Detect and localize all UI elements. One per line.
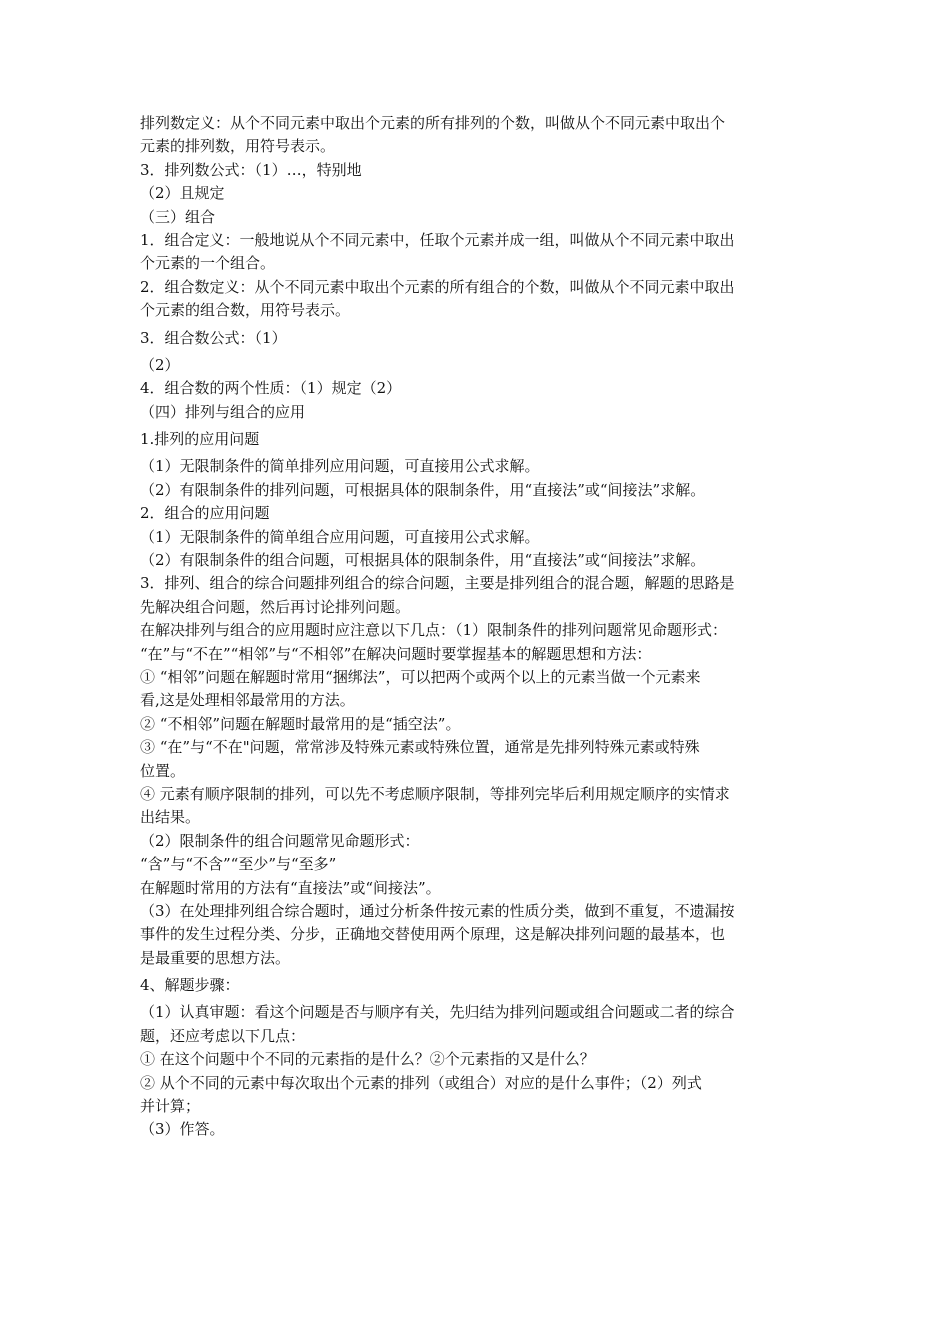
list-item-question-1: ① 在这个问题中个不同的元素指的是什么？②个元素指的又是什么？: [140, 1050, 595, 1069]
text-line: “在”与“不在”“相邻”与“不相邻”在解决问题时要掌握基本的解题思想和方法：: [140, 644, 652, 663]
section-heading-applications: （四）排列与组合的应用: [140, 402, 306, 421]
text-line: （2）有限制条件的排列问题，可根据具体的限制条件，用“直接法”或“间接法”求解。: [140, 480, 706, 499]
list-item-adjacent: ① “相邻”问题在解题时常用“捆绑法”，可以把两个或两个以上的元素当做一个元素来: [140, 667, 701, 686]
text-line: （2）有限制条件的组合问题，可根据具体的限制条件，用“直接法”或“间接法”求解。: [140, 551, 706, 570]
subheading-solution-steps: 4、解题步骤：: [140, 976, 240, 995]
text-line-combined-problems: 3．排列、组合的综合问题排列组合的综合问题，主要是排列组合的混合题，解题的思路是: [140, 574, 735, 593]
text-line: 并计算；: [140, 1097, 201, 1116]
text-line: 是最重要的思想方法。: [140, 948, 291, 967]
list-item-ordered: ④ 元素有顺序限制的排列，可以先不考虑顺序限制，等排列完毕后利用规定顺序的实情求: [140, 784, 730, 803]
text-line-step-1: （1）认真审题：看这个问题是否与顺序有关，先归结为排列问题或组合问题或二者的综合: [140, 1003, 735, 1022]
text-line: 位置。: [140, 761, 186, 780]
text-line-step-3: （3）作答。: [140, 1120, 225, 1139]
text-line-combination-definition: 1．组合定义：一般地说从个不同元素中，任取个元素并成一组，叫做从个不同元素中取出: [140, 230, 735, 249]
text-line: （2）且规定: [140, 184, 225, 203]
list-item-question-2: ② 从个不同的元素中每次取出个元素的排列（或组合）对应的是什么事件；（2）列式: [140, 1073, 702, 1092]
text-line: 先解决组合问题，然后再讨论排列问题。: [140, 597, 411, 616]
text-line-combination-formula: 3．组合数公式：（1）: [140, 328, 287, 347]
text-line-combination-properties: 4．组合数的两个性质：（1）规定（2）: [140, 379, 402, 398]
document-page: [140, 112, 830, 1142]
text-line-comprehensive: （3）在处理排列组合综合题时，通过分析条件按元素的性质分类，做到不重复，不遗漏按: [140, 901, 735, 920]
text-line: （1）无限制条件的简单排列应用问题，可直接用公式求解。: [140, 457, 540, 476]
subheading-permutation-applications: 1.排列的应用问题: [140, 430, 260, 449]
text-line: 看,这是处理相邻最常用的方法。: [140, 691, 355, 710]
list-item-non-adjacent: ② “不相邻”问题在解题时最常用的是“插空法”。: [140, 714, 461, 733]
text-line-combination-number-definition: 2．组合数定义：从个不同元素中取出个元素的所有组合的个数，叫做从个不同元素中取出: [140, 277, 735, 296]
text-line: 出结果。: [140, 808, 201, 827]
text-line: 元素的排列数，用符号表示。: [140, 137, 336, 156]
text-line-permutation-number-definition: 排列数定义：从个不同元素中取出个元素的所有排列的个数，叫做从个不同元素中取出个: [140, 114, 726, 132]
text-line: （2）: [140, 355, 180, 374]
list-item-in-not-in: ③ “在”与“不在"问题，常常涉及特殊元素或特殊位置，通常是先排列特殊元素或特殊: [140, 738, 700, 757]
text-line-notes-intro: 在解决排列与组合的应用题时应注意以下几点：（1）限制条件的排列问题常见命题形式：: [140, 621, 728, 640]
text-line-permutation-formula: 3．排列数公式：（1）…，特别地: [140, 160, 362, 179]
text-line: 题，还应考虑以下几点：: [140, 1026, 306, 1045]
subheading-combination-applications: 2．组合的应用问题: [140, 504, 270, 523]
text-line: 在解题时常用的方法有“直接法”或“间接法”。: [140, 878, 441, 897]
text-line: （1）无限制条件的简单组合应用问题，可直接用公式求解。: [140, 527, 540, 546]
text-line: 个元素的一个组合。: [140, 254, 276, 273]
text-line: “含”与“不含”“至少”与“至多”: [140, 855, 337, 874]
text-line: 个元素的组合数，用符号表示。: [140, 301, 351, 320]
text-line: 事件的发生过程分类、分步，正确地交替使用两个原理，这是解决排列问题的最基本，也: [140, 925, 726, 944]
text-line-combination-limits: （2）限制条件的组合问题常见命题形式：: [140, 831, 420, 850]
section-heading-combination: （三）组合: [140, 207, 216, 226]
